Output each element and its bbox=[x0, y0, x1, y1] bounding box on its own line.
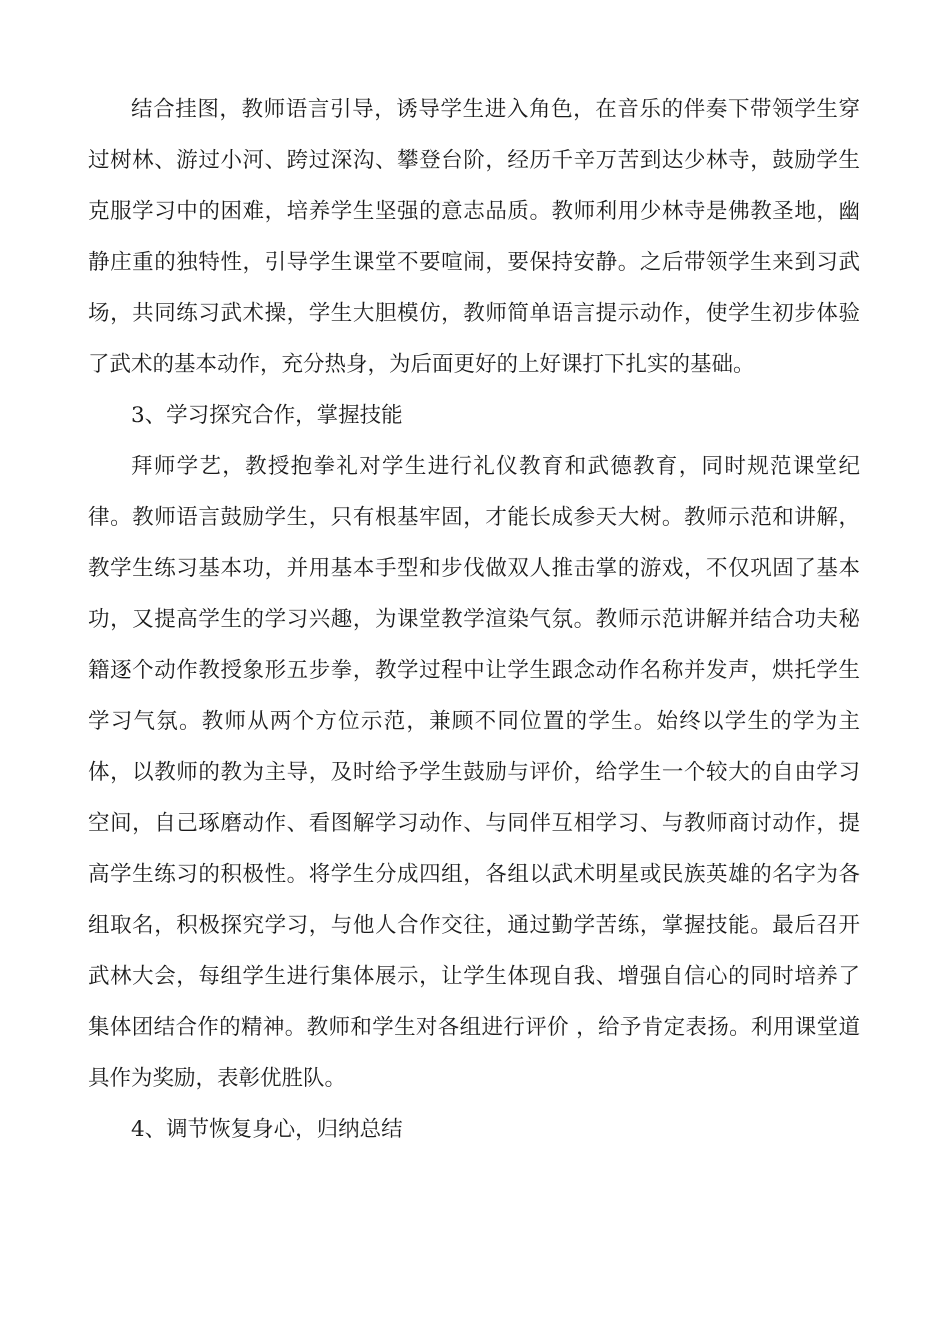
section-heading-4: 4、调节恢复身心，归纳总结 bbox=[131, 1117, 403, 1142]
paragraph-learning: 拜师学艺，教授抱拳礼对学生进行礼仪教育和武德教育，同时规范课堂纪律。教师语言鼓励学生，只有根基牢固，才能长成参天大树。教师示范和讲解，教学生练习基本功，并用基本手型和步伐做双人推击掌的游戏，不仅巩固了基本功，又提高学生的学习兴趣，为课堂教学渲染气氛。教师示范讲解并结合功夫秘籍逐个动作教授象形五步拳，教学过程中让学生跟念动作名称并发声，烘托学生学习气氛。教师从两个方位示范，兼顾不同位置的学生。始终以学生的学为主体，以教师的教为主导，及时给予学生鼓励与评价，给学生一个较大的自由学习空间，自己琢磨动作、看图解学习动作、与同伴互相学习、与教师商讨动作，提高学生练习的积极性。将学生分成四组，各组以武术明星或民族英雄的名字为各组取名，积极探究学习，与他人合作交往，通过勤学苦练，掌握技能。最后召开武林大会，每组学生进行集体展示，让学生体现自我、增强自信心的同时培养了集体团结合作的精神。教师和学生对各组进行评价 ，给予肯定表扬。利用课堂道具作为奖励，表彰优胜队。 bbox=[88, 454, 860, 1091]
section-heading-3: 3、学习探究合作，掌握技能 bbox=[131, 403, 403, 428]
document-body bbox=[88, 84, 860, 1155]
paragraph-warmup: 结合挂图，教师语言引导，诱导学生进入角色，在音乐的伴奏下带领学生穿过树林、游过小河、跨过深沟、攀登台阶，经历千辛万苦到达少林寺，鼓励学生克服学习中的困难，培养学生坚强的意志品质。教师利用少林寺是佛教圣地，幽静庄重的独特性，引导学生课堂不要喧闹，要保持安静。之后带领学生来到习武场，共同练习武术操，学生大胆模仿，教师简单语言提示动作，使学生初步体验了武术的基本动作，充分热身，为后面更好的上好课打下扎实的基础。 bbox=[88, 97, 860, 377]
